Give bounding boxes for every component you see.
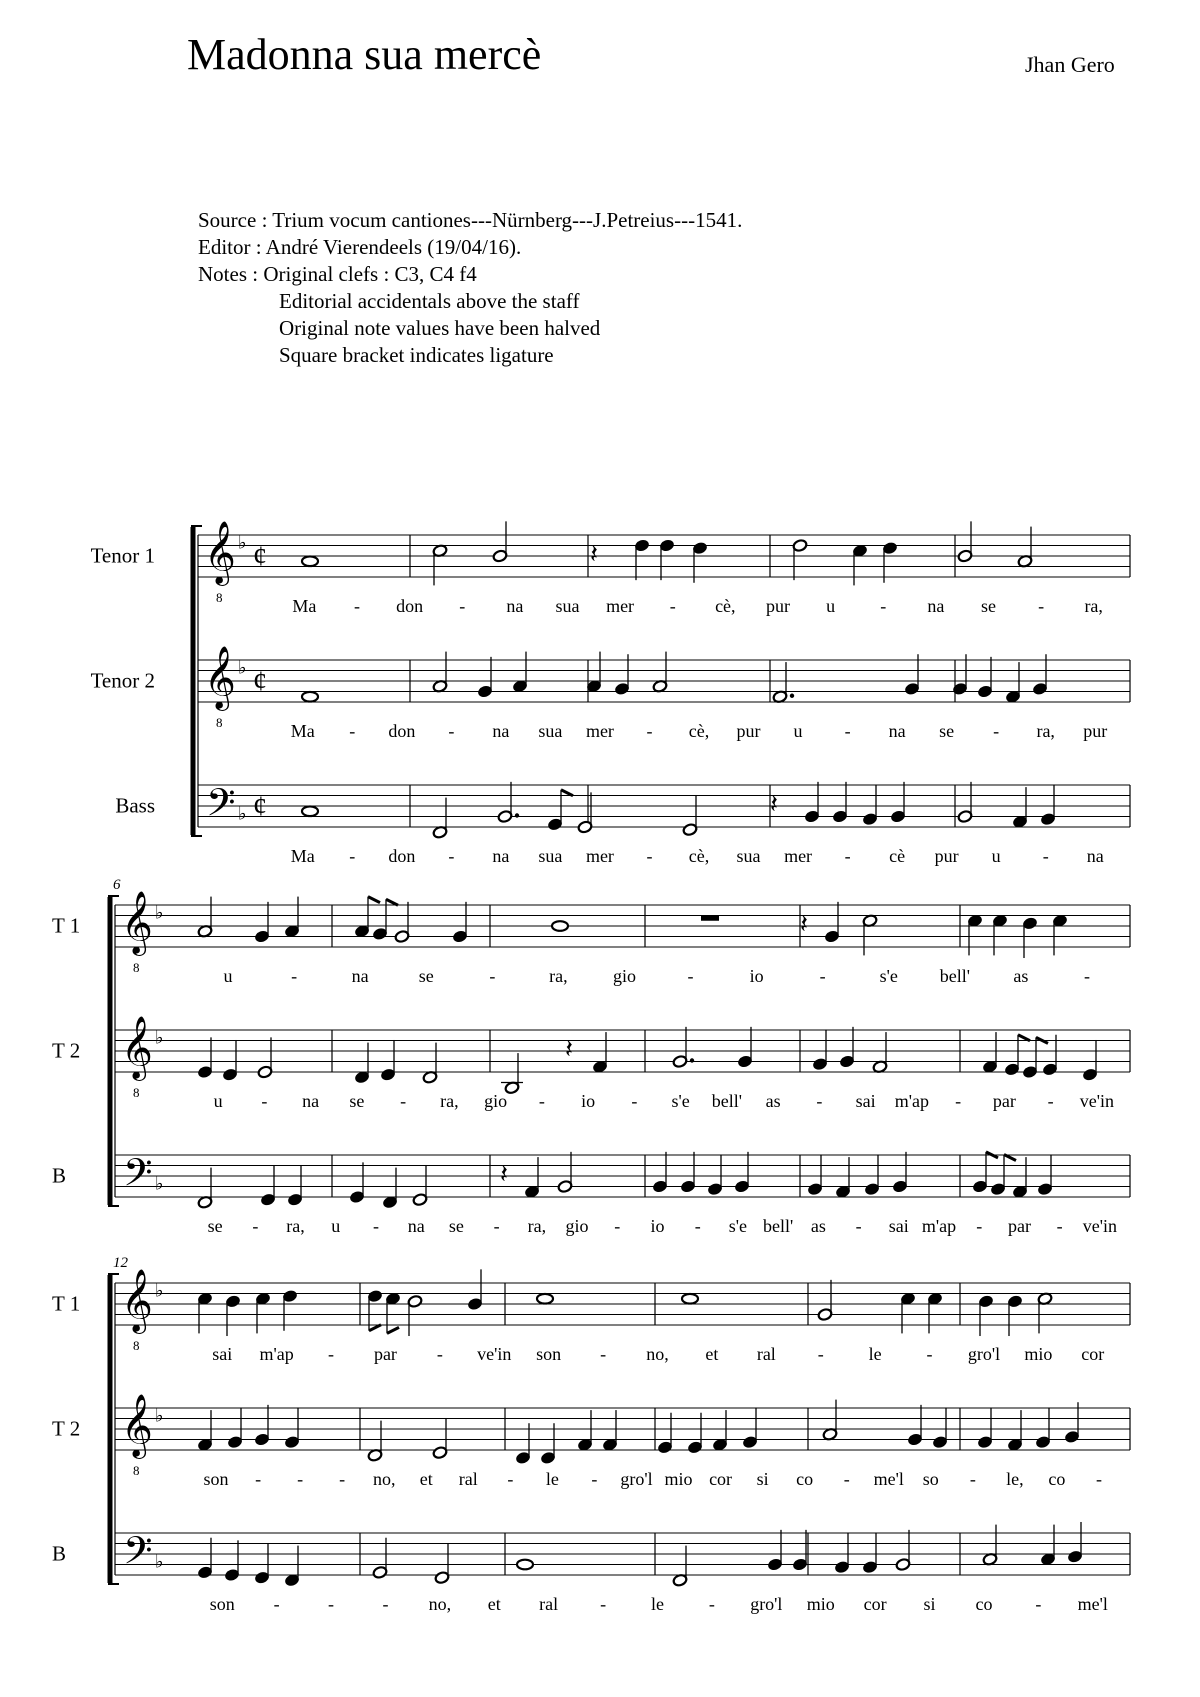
editor-note: Editor : André Vierendeels (19/04/16). (198, 235, 522, 259)
note-flag (369, 1325, 381, 1331)
lyric-syllable: sai (212, 1344, 233, 1364)
lyric-hyphen: - (1038, 596, 1045, 616)
ligature-note: Square bracket indicates ligature (279, 343, 554, 367)
lyric-hyphen: - (436, 1344, 443, 1364)
lyric-syllable: ral (539, 1594, 559, 1614)
lyric-hyphen: - (328, 1344, 335, 1364)
lyric-syllable: mio (1024, 1344, 1053, 1364)
lyric-hyphen: - (926, 1344, 933, 1364)
lyric-syllable: so (922, 1469, 939, 1489)
octave-mark: 8 (133, 1463, 140, 1479)
lyric-syllable: cor (1081, 1344, 1105, 1364)
key-signature-flat-icon: ♭ (155, 1551, 164, 1572)
lyric-syllable: s'e (671, 1091, 690, 1111)
staff-b (52, 1522, 1130, 1614)
lyric-syllable: sua (538, 721, 563, 741)
lyric-syllable: si (756, 1469, 769, 1489)
staff-label: T 1 (52, 1291, 81, 1316)
staff-label: B (52, 1541, 67, 1566)
lyric-syllable: u (793, 721, 803, 741)
lyric-syllable: don (388, 846, 416, 866)
lyric-syllable: na (1086, 846, 1104, 866)
quarter-rest-icon: 𝄽 (800, 909, 808, 939)
lyric-syllable: bell' (711, 1091, 742, 1111)
system-1 (91, 521, 1130, 866)
lyric-syllable: sai (855, 1091, 876, 1111)
augmentation-dot (790, 694, 794, 698)
source-note: Source : Trium vocum cantiones---Nürnberg---J.Petreius---1541. (198, 208, 743, 232)
lyric-syllable: ral (756, 1344, 776, 1364)
lyric-syllable: u (223, 966, 233, 986)
lyric-hyphen: - (328, 1594, 335, 1614)
staff-label: T 2 (52, 1416, 81, 1441)
bass-clef-icon: 𝄢 (123, 1151, 153, 1203)
lyric-syllable: son (536, 1344, 562, 1364)
note-head (517, 1560, 533, 1570)
lyric-hyphen: - (614, 1216, 621, 1236)
lyric-syllable: cè, (688, 846, 710, 866)
note-flag (561, 790, 573, 796)
key-signature-flat-icon: ♭ (155, 1027, 164, 1048)
quarter-rest-icon: 𝄽 (590, 539, 598, 569)
key-signature-flat-icon: ♭ (238, 803, 247, 824)
lyric-syllable: le (868, 1344, 882, 1364)
lyric-syllable: no, (372, 1469, 396, 1489)
key-signature-flat-icon: ♭ (155, 1405, 164, 1426)
accidentals-note: Editorial accidentals above the staff (279, 289, 580, 313)
augmentation-dot (690, 1058, 694, 1062)
lyric-syllable: ve'in (1082, 1216, 1118, 1236)
lyric-syllable: mer (784, 846, 813, 866)
lyric-hyphen: - (1042, 846, 1049, 866)
lyric-syllable: se (448, 1216, 464, 1236)
staff-label: Tenor 1 (90, 543, 155, 568)
lyric-hyphen: - (646, 846, 653, 866)
treble-clef-icon: 𝄞 (204, 647, 236, 708)
lyric-syllable: pur (934, 846, 959, 866)
lyric-syllable: cor (863, 1594, 887, 1614)
lyric-syllable: cor (709, 1469, 733, 1489)
lyric-syllable: mer (585, 846, 614, 866)
lyric-hyphen: - (687, 966, 694, 986)
lyric-syllable: et (705, 1344, 719, 1364)
lyric-hyphen: - (1095, 1469, 1102, 1489)
lyric-hyphen: - (252, 1216, 259, 1236)
note-head (302, 806, 318, 816)
lyric-hyphen: - (969, 1469, 976, 1489)
lyric-syllable: don (388, 721, 416, 741)
lyric-hyphen: - (507, 1469, 514, 1489)
lyric-syllable: bell' (763, 1216, 794, 1236)
staff-t-2 (52, 1018, 1130, 1111)
composer-name: Jhan Gero (1025, 52, 1115, 77)
note-head (537, 1294, 553, 1304)
staff-t-1 (52, 893, 1130, 986)
lyric-syllable: u (213, 1091, 223, 1111)
lyric-syllable: par (1007, 1216, 1031, 1236)
treble-clef-icon: 𝄞 (121, 1270, 153, 1331)
lyric-hyphen: - (291, 966, 298, 986)
lyric-syllable: Ma (292, 596, 317, 616)
lyric-syllable: no, (646, 1344, 669, 1364)
lyric-syllable: par (373, 1344, 397, 1364)
whole-rest-icon (701, 916, 719, 921)
staff-label: T 2 (52, 1038, 81, 1063)
lyric-syllable: m'ap (921, 1216, 957, 1236)
lyric-hyphen: - (843, 1469, 850, 1489)
note-values-note: Original note values have been halved (279, 316, 601, 340)
lyric-syllable: se (939, 721, 955, 741)
octave-mark: 8 (133, 960, 140, 976)
lyric-syllable: le, (1006, 1469, 1024, 1489)
page-title: Madonna sua mercè (187, 30, 542, 79)
note-head (302, 556, 318, 566)
quarter-rest-icon: 𝄽 (500, 1159, 508, 1189)
lyric-hyphen: - (538, 1091, 545, 1111)
staff-t-1 (52, 1269, 1130, 1364)
staff-label: Tenor 2 (90, 668, 155, 693)
measure-number: 12 (113, 1255, 128, 1271)
lyric-hyphen: - (816, 1091, 823, 1111)
lyric-syllable: m'ap (894, 1091, 929, 1111)
octave-mark: 8 (216, 590, 223, 606)
lyric-hyphen: - (448, 846, 455, 866)
staff-label: T 1 (52, 913, 81, 938)
lyric-syllable: ra, (286, 1216, 305, 1236)
treble-clef-icon: 𝄞 (121, 1017, 153, 1078)
treble-clef-icon: 𝄞 (121, 1395, 153, 1456)
lyric-hyphen: - (255, 1469, 262, 1489)
octave-mark: 8 (133, 1085, 140, 1101)
lyric-syllable: gio (484, 1091, 508, 1111)
lyric-syllable: le (545, 1469, 559, 1489)
lyric-hyphen: - (261, 1091, 268, 1111)
lyric-syllable: ral (458, 1469, 478, 1489)
bass-clef-icon: 𝄢 (206, 781, 236, 833)
lyric-syllable: ve'in (1079, 1091, 1114, 1111)
lyric-syllable: cè, (715, 596, 736, 616)
lyric-syllable: par (992, 1091, 1016, 1111)
lyric-hyphen: - (631, 1091, 638, 1111)
lyric-syllable: Ma (290, 846, 315, 866)
lyric-syllable: mer (606, 596, 635, 616)
lyric-syllable: se (980, 596, 996, 616)
lyric-hyphen: - (844, 846, 851, 866)
lyric-hyphen: - (1047, 1091, 1054, 1111)
lyric-hyphen: - (669, 596, 676, 616)
lyric-hyphen: - (880, 596, 887, 616)
lyric-syllable: pur (736, 721, 761, 741)
lyric-syllable: m'ap (259, 1344, 294, 1364)
lyric-syllable: s'e (728, 1216, 748, 1236)
lyric-syllable: co (1048, 1469, 1066, 1489)
time-signature: ¢ (253, 791, 267, 823)
lyric-hyphen: - (349, 721, 356, 741)
lyric-syllable: bell' (939, 966, 970, 986)
quarter-rest-icon: 𝄽 (565, 1034, 573, 1064)
lyric-hyphen: - (459, 596, 466, 616)
lyric-syllable: ra, (440, 1091, 459, 1111)
lyric-syllable: sua (538, 846, 563, 866)
lyric-hyphen: - (976, 1216, 983, 1236)
key-signature-flat-icon: ♭ (155, 1173, 164, 1194)
note-flag (368, 897, 380, 903)
time-signature: ¢ (253, 666, 267, 698)
staff-bass (115, 782, 1130, 866)
quarter-rest-icon: 𝄽 (770, 789, 778, 819)
lyric-hyphen: - (382, 1594, 389, 1614)
lyric-hyphen: - (349, 846, 356, 866)
lyric-hyphen: - (819, 966, 826, 986)
key-signature-flat-icon: ♭ (238, 657, 247, 678)
note-head (302, 692, 318, 702)
lyric-syllable: sua (736, 846, 761, 866)
lyric-syllable: na (351, 966, 369, 986)
augmentation-dot (515, 813, 519, 817)
measure-number: 6 (113, 877, 121, 893)
lyric-syllable: na (927, 596, 945, 616)
octave-mark: 8 (216, 715, 223, 731)
lyric-syllable: u (331, 1216, 341, 1236)
lyric-syllable: ra, (1084, 596, 1103, 616)
lyric-syllable: na (888, 721, 906, 741)
octave-mark: 8 (133, 1338, 140, 1354)
lyric-syllable: u (826, 596, 836, 616)
lyric-syllable: na (492, 846, 510, 866)
note-head (552, 921, 568, 931)
lyric-hyphen: - (489, 966, 496, 986)
lyric-syllable: io (749, 966, 764, 986)
lyric-syllable: Ma (290, 721, 315, 741)
lyric-hyphen: - (273, 1594, 280, 1614)
lyric-syllable: no, (428, 1594, 452, 1614)
lyric-syllable: ve'in (477, 1344, 512, 1364)
lyric-syllable: le (651, 1594, 664, 1614)
lyric-syllable: se (207, 1216, 223, 1236)
lyric-syllable: son (209, 1594, 235, 1614)
lyric-syllable: sua (555, 596, 580, 616)
lyric-syllable: s'e (879, 966, 898, 986)
lyric-syllable: et (419, 1469, 433, 1489)
lyric-hyphen: - (1056, 1216, 1063, 1236)
lyric-hyphen: - (493, 1216, 500, 1236)
lyric-hyphen: - (600, 1594, 607, 1614)
time-signature: ¢ (253, 541, 267, 573)
lyric-syllable: gro'l (620, 1469, 653, 1489)
lyric-syllable: si (923, 1594, 936, 1614)
lyric-syllable: ra, (549, 966, 568, 986)
lyric-syllable: sai (888, 1216, 909, 1236)
lyric-syllable: et (487, 1594, 501, 1614)
lyric-syllable: na (506, 596, 524, 616)
lyric-syllable: mer (585, 721, 614, 741)
lyric-syllable: ra, (527, 1216, 547, 1236)
note-flag (386, 899, 398, 905)
lyric-syllable: na (302, 1091, 320, 1111)
staff-tenor-1 (91, 521, 1130, 616)
note-head (682, 1294, 698, 1304)
lyric-hyphen: - (372, 1216, 379, 1236)
lyric-syllable: u (991, 846, 1001, 866)
lyric-hyphen: - (694, 1216, 701, 1236)
lyric-hyphen: - (844, 721, 851, 741)
lyric-syllable: se (418, 966, 434, 986)
lyric-syllable: gio (612, 966, 636, 986)
lyric-syllable: na (492, 721, 510, 741)
staff-b (52, 1152, 1130, 1236)
lyric-syllable: na (407, 1216, 425, 1236)
lyric-syllable: cè, (688, 721, 710, 741)
key-signature-flat-icon: ♭ (155, 902, 164, 923)
lyric-syllable: pur (765, 596, 790, 616)
treble-clef-icon: 𝄞 (121, 892, 153, 953)
bass-clef-icon: 𝄢 (123, 1529, 153, 1581)
lyric-syllable: as (810, 1216, 826, 1236)
lyric-hyphen: - (353, 596, 360, 616)
lyric-hyphen: - (955, 1091, 962, 1111)
lyric-syllable: gio (565, 1216, 589, 1236)
note-flag (1018, 1035, 1030, 1041)
lyric-syllable: me'l (873, 1469, 904, 1489)
key-signature-flat-icon: ♭ (238, 532, 247, 553)
staff-label: B (52, 1163, 67, 1188)
lyric-syllable: co (975, 1594, 993, 1614)
lyric-hyphen: - (993, 721, 1000, 741)
note-flag (387, 1327, 399, 1333)
lyric-syllable: gro'l (750, 1594, 783, 1614)
lyric-syllable: io (650, 1216, 665, 1236)
lyric-syllable: ra, (1036, 721, 1055, 741)
lyric-hyphen: - (1035, 1594, 1042, 1614)
key-signature-flat-icon: ♭ (155, 1280, 164, 1301)
lyric-hyphen: - (400, 1091, 407, 1111)
system-3 (52, 1255, 1130, 1614)
system-2 (52, 877, 1130, 1236)
lyric-hyphen: - (646, 721, 653, 741)
lyric-syllable: se (349, 1091, 365, 1111)
lyric-hyphen: - (817, 1344, 824, 1364)
lyric-syllable: gro'l (967, 1344, 1001, 1364)
lyric-syllable: as (1013, 966, 1029, 986)
lyric-syllable: me'l (1077, 1594, 1108, 1614)
lyric-hyphen: - (855, 1216, 862, 1236)
clefs-note: Notes : Original clefs : C3, C4 f4 (198, 262, 477, 286)
staff-tenor-2 (91, 648, 1130, 741)
lyric-syllable: don (396, 596, 424, 616)
lyric-hyphen: - (339, 1469, 346, 1489)
lyric-syllable: mio (806, 1594, 835, 1614)
lyric-hyphen: - (448, 721, 455, 741)
staff-label: Bass (115, 793, 155, 818)
lyric-hyphen: - (1083, 966, 1090, 986)
lyric-syllable: co (796, 1469, 814, 1489)
lyric-syllable: mio (664, 1469, 693, 1489)
lyric-hyphen: - (708, 1594, 715, 1614)
lyric-syllable: io (581, 1091, 596, 1111)
lyric-syllable: pur (1083, 721, 1108, 741)
lyric-syllable: cè (889, 846, 906, 866)
lyric-syllable: as (765, 1091, 781, 1111)
lyric-hyphen: - (297, 1469, 304, 1489)
treble-clef-icon: 𝄞 (204, 522, 236, 583)
lyric-syllable: son (203, 1469, 229, 1489)
staff-t-2 (52, 1396, 1130, 1489)
lyric-hyphen: - (600, 1344, 607, 1364)
lyric-hyphen: - (591, 1469, 598, 1489)
